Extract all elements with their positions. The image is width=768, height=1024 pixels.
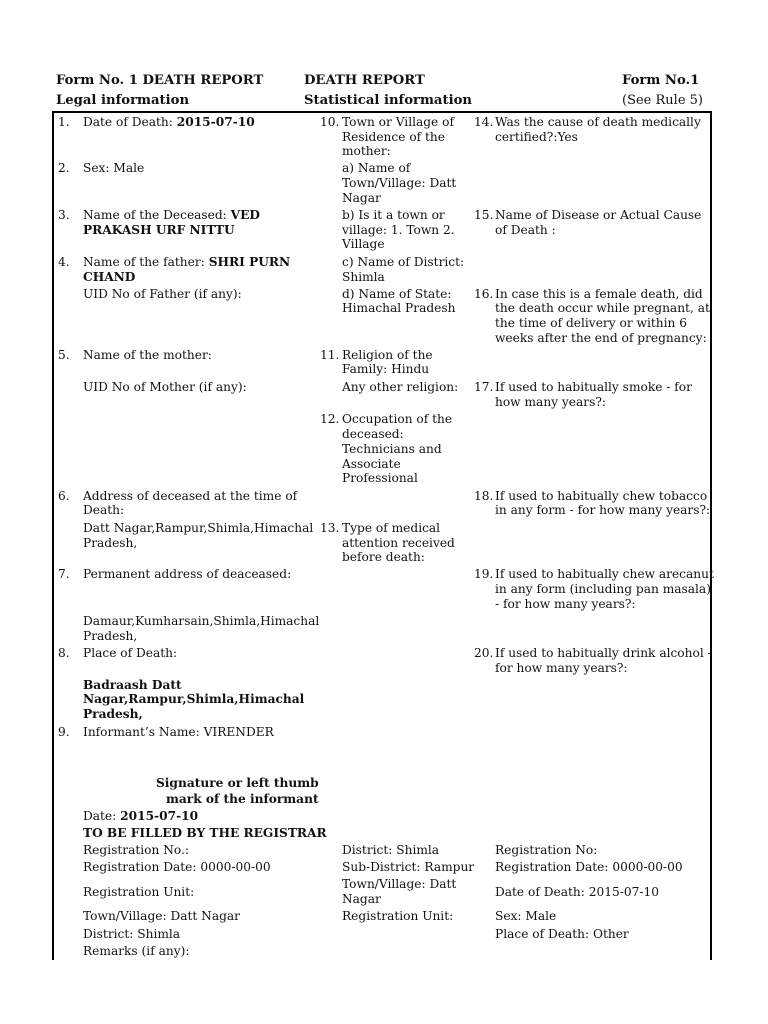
medically-certified-label: Was the cause of death medically bbox=[495, 115, 701, 129]
state-name: d) Name of State: bbox=[342, 287, 452, 301]
item-number: 5. bbox=[58, 348, 70, 362]
tobacco-label: If used to habitually chew tobacco bbox=[495, 489, 708, 503]
sex-field: Sex: Male bbox=[83, 161, 145, 175]
pregnancy-death-label-cont3: weeks after the end of pregnancy: bbox=[495, 331, 707, 345]
occupation-value-cont2: Professional bbox=[342, 471, 418, 485]
district-field: District: Shimla bbox=[83, 927, 181, 941]
permanent-address-label: Permanent address of deaceased: bbox=[83, 567, 292, 581]
registrar-town-field: Town/Village: Datt bbox=[342, 877, 457, 891]
item-number: 8. bbox=[58, 646, 70, 660]
item-number: 13. bbox=[320, 521, 340, 535]
arecanut-label-cont: in any form (including pan masala) bbox=[495, 582, 711, 596]
father-name-field bbox=[83, 255, 290, 270]
father-uid-field: UID No of Father (if any): bbox=[83, 287, 242, 301]
address-label-cont: Death: bbox=[83, 503, 125, 517]
item-number: 12. bbox=[320, 412, 340, 426]
registration-number-field: Registration No.: bbox=[83, 843, 189, 857]
pregnancy-death-label: In case this is a female death, did bbox=[495, 287, 703, 301]
medical-attention-label-cont: attention received bbox=[342, 536, 455, 550]
table-left-border bbox=[52, 111, 54, 960]
district-name-cont: Shimla bbox=[342, 270, 385, 284]
informant-name-field: Informant’s Name: VIRENDER bbox=[83, 725, 274, 739]
legal-info-heading: Legal information bbox=[56, 93, 190, 108]
item-number: 11. bbox=[320, 348, 340, 362]
district-name: c) Name of District: bbox=[342, 255, 465, 269]
address-value: Datt Nagar,Rampur,Shimla,Himachal bbox=[83, 521, 314, 535]
arecanut-label-cont2: - for how many years?: bbox=[495, 597, 636, 611]
form-title-left: Form No. 1 DEATH REPORT bbox=[56, 73, 264, 88]
item-number: 3. bbox=[58, 208, 70, 222]
alcohol-label: If used to habitually drink alcohol - bbox=[495, 646, 712, 660]
religion-value: Family: Hindu bbox=[342, 362, 430, 376]
registrar-section-heading: TO BE FILLED BY THE REGISTRAR bbox=[83, 826, 327, 840]
informant-date-field bbox=[83, 809, 198, 824]
pregnancy-death-label-cont2: the time of delivery or within 6 bbox=[495, 316, 687, 330]
place-of-death-value-cont: Nagar,Rampur,Shimla,Himachal bbox=[83, 692, 305, 706]
table-right-border bbox=[710, 111, 712, 960]
father-name-value: SHRI PURN bbox=[208, 255, 291, 269]
town-village-name-cont: Town/Village: Datt bbox=[342, 176, 457, 190]
item-number: 1. bbox=[58, 115, 70, 129]
town-or-village-cont2: Village bbox=[342, 237, 385, 251]
occupation-value-cont: Associate bbox=[342, 457, 401, 471]
item-number: 14. bbox=[474, 115, 494, 129]
town-village-name-cont2: Nagar bbox=[342, 191, 381, 205]
medical-attention-label: Type of medical bbox=[342, 521, 441, 535]
item-number: 19. bbox=[474, 567, 494, 581]
registrar-subdistrict-field: Sub-District: Rampur bbox=[342, 860, 475, 874]
remarks-field: Remarks (if any): bbox=[83, 944, 190, 958]
father-name-label: Name of the father: bbox=[83, 255, 205, 269]
town-village-name: a) Name of bbox=[342, 161, 411, 175]
cause-of-death-label-cont: of Death : bbox=[495, 223, 556, 237]
item-number: 2. bbox=[58, 161, 70, 175]
registrar-town-field-cont: Nagar bbox=[342, 892, 381, 906]
deceased-name-value: VED bbox=[230, 208, 260, 222]
form-title-mid: DEATH REPORT bbox=[304, 73, 425, 88]
registration-date-field: Registration Date: 0000-00-00 bbox=[83, 860, 271, 874]
item-number: 17. bbox=[474, 380, 494, 394]
mother-residence-label: Town or Village of bbox=[342, 115, 454, 129]
registrar-reg-no-field: Registration No: bbox=[495, 843, 598, 857]
item-number: 20. bbox=[474, 646, 494, 660]
registrar-sex-field: Sex: Male bbox=[495, 909, 557, 923]
address-label: Address of deceased at the time of bbox=[83, 489, 298, 503]
occupation-label-cont: deceased: bbox=[342, 427, 404, 441]
date-of-death-value: 2015-07-10 bbox=[176, 115, 255, 129]
date-of-death-label: Date of Death: bbox=[83, 115, 173, 129]
signature-caption: Signature or left thumb bbox=[156, 776, 319, 790]
occupation-value: Technicians and bbox=[342, 442, 442, 456]
town-or-village: b) Is it a town or bbox=[342, 208, 445, 222]
permanent-address-value: Damaur,Kumharsain,Shimla,Himachal bbox=[83, 614, 320, 628]
place-of-death-value-cont2: Pradesh, bbox=[83, 707, 143, 721]
item-number: 4. bbox=[58, 255, 70, 269]
item-number: 15. bbox=[474, 208, 494, 222]
medical-attention-label-cont2: before death: bbox=[342, 550, 425, 564]
place-of-death-label: Place of Death: bbox=[83, 646, 178, 660]
item-number: 10. bbox=[320, 115, 340, 129]
smoke-label-cont: how many years?: bbox=[495, 395, 607, 409]
smoke-label: If used to habitually smoke - for bbox=[495, 380, 692, 394]
tobacco-label-cont: in any form - for how many years?: bbox=[495, 503, 711, 517]
town-or-village-cont: village: 1. Town 2. bbox=[342, 223, 455, 237]
place-of-death-value: Badraash Datt bbox=[83, 678, 182, 692]
deceased-name-value-cont: PRAKASH URF NITTU bbox=[83, 223, 235, 237]
date-of-death-field bbox=[83, 115, 255, 130]
mother-residence-label-cont: Residence of the bbox=[342, 130, 445, 144]
item-number: 9. bbox=[58, 725, 70, 739]
deceased-name-label: Name of the Deceased: bbox=[83, 208, 227, 222]
informant-date-value: 2015-07-10 bbox=[120, 809, 199, 823]
statistical-info-heading: Statistical information bbox=[304, 93, 472, 108]
other-religion-field: Any other religion: bbox=[342, 380, 459, 394]
rule-reference: (See Rule 5) bbox=[622, 93, 703, 108]
state-name-cont: Himachal Pradesh bbox=[342, 301, 456, 315]
registrar-reg-date-field: Registration Date: 0000-00-00 bbox=[495, 860, 683, 874]
mother-uid-field: UID No of Mother (if any): bbox=[83, 380, 247, 394]
signature-caption-cont: mark of the informant bbox=[166, 792, 319, 806]
arecanut-label: If used to habitually chew arecanut bbox=[495, 567, 714, 581]
mother-name-field: Name of the mother: bbox=[83, 348, 212, 362]
item-number: 16. bbox=[474, 287, 494, 301]
form-number: Form No.1 bbox=[622, 73, 700, 88]
alcohol-label-cont: for how many years?: bbox=[495, 661, 628, 675]
mother-residence-label-cont2: mother: bbox=[342, 144, 391, 158]
item-number: 18. bbox=[474, 489, 494, 503]
address-value-cont: Pradesh, bbox=[83, 536, 138, 550]
permanent-address-value-cont: Pradesh, bbox=[83, 629, 138, 643]
item-number: 6. bbox=[58, 489, 70, 503]
registrar-place-field: Place of Death: Other bbox=[495, 927, 629, 941]
religion-label: Religion of the bbox=[342, 348, 433, 362]
table-top-border bbox=[52, 111, 712, 113]
registrar-date-of-death-field: Date of Death: 2015-07-10 bbox=[495, 885, 659, 899]
deceased-name-field bbox=[83, 208, 260, 223]
registrar-unit-field: Registration Unit: bbox=[342, 909, 454, 923]
item-number: 7. bbox=[58, 567, 70, 581]
pregnancy-death-label-cont: the death occur while pregnant, at bbox=[495, 301, 710, 315]
medically-certified-value: certified?:Yes bbox=[495, 130, 578, 144]
registrar-district-field: District: Shimla bbox=[342, 843, 440, 857]
town-village-field: Town/Village: Datt Nagar bbox=[83, 909, 240, 923]
informant-date-label: Date: bbox=[83, 809, 117, 823]
cause-of-death-label: Name of Disease or Actual Cause bbox=[495, 208, 702, 222]
occupation-label: Occupation of the bbox=[342, 412, 453, 426]
father-name-value-cont: CHAND bbox=[83, 270, 136, 284]
registration-unit-field: Registration Unit: bbox=[83, 885, 195, 899]
